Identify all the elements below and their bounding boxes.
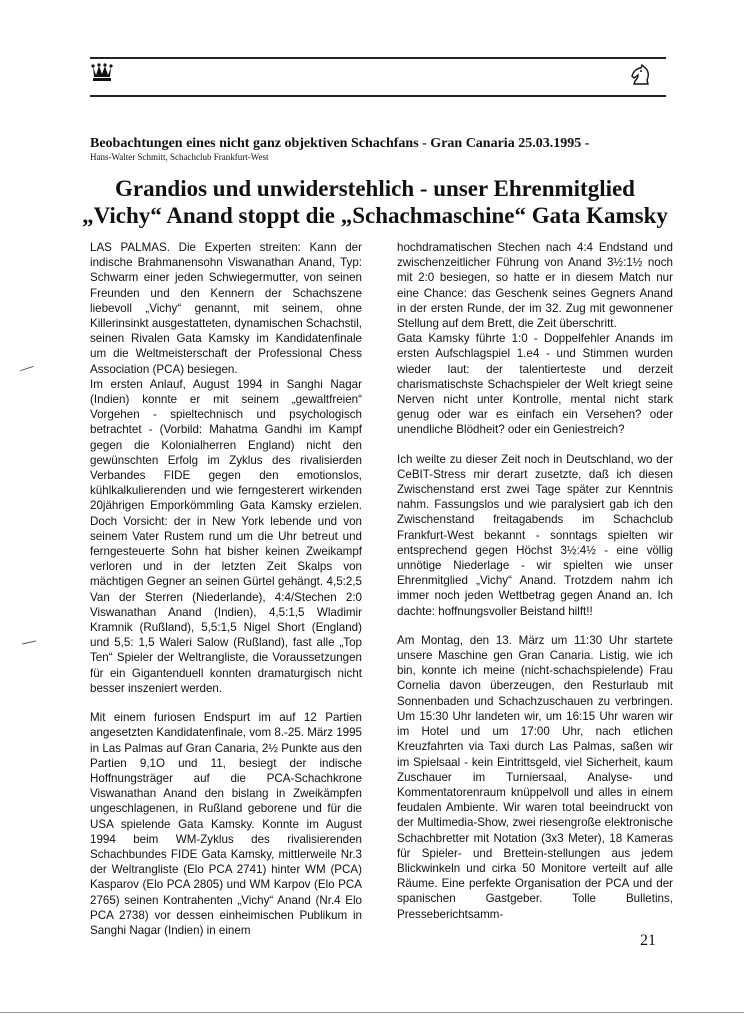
- chess-knight-icon: [628, 63, 654, 92]
- header-rule-top: [90, 57, 666, 59]
- headline-line-1: Grandios und unwiderstehlich - unser Ehrenmitglied: [115, 176, 635, 201]
- article-byline: Hans-Walter Schmitt, Schachclub Frankfurt-West: [90, 152, 269, 162]
- paragraph: Gata Kamsky führte 1:0 - Doppelfehler Anands im ersten Aufschlagspiel 1.e4 - und Stimmen wurden wieder laut: der talentierteste und derzeit charismatischste Schachspieler der Welt kriegt seine Nerven nicht unter Kontrolle, mental nicht stark genug oder war es einfach ein Versehen? oder unendliche Blödheit? oder ein Geniestreich?: [397, 332, 673, 437]
- header-rule-bottom: [90, 95, 666, 97]
- page-number: 21: [640, 932, 656, 949]
- article-column-left: [90, 240, 362, 938]
- chess-queen-icon: [90, 62, 114, 87]
- article-column-right: [397, 240, 673, 922]
- paragraph: Ich weilte zu dieser Zeit noch in Deutschland, wo der CeBIT-Stress mir derart zusetzte, daß ich diesen Zwischenstand erst zwei Tage später zur Kenntnis nahm. Fassungslos und wie paralysiert gab ich den Zwischenstand freitagabends im Schachclub Frankfurt-West bekannt - sonntags spielten wir entsprechend gegen Höchst 3½:4½ - eine völlig unnötige Niederlage - wir spielten wie unser Ehrenmitglied „Vichy“ Anand. Trotzdem nahm ich immer noch jeden Wettbetrag gegen Anand an. Ich dachte: hoffnungsvoller Beistand hilft!!: [397, 452, 673, 618]
- paragraph: hochdramatischen Stechen nach 4:4 Endstand und zwischenzeitlicher Führung von Anand 3½:1½ noch mit 2:0 besiegen, so hatte er in diesem Match nur eine Chance: das Geschenk seines Gegners Anand in der ersten Runde, der im 32. Zug mit gewonnener Stellung auf dem Brett, die Zeit überschritt.: [397, 241, 673, 331]
- article-headline: [80, 175, 670, 229]
- paragraph: Am Montag, den 13. März um 11:30 Uhr startete unsere Maschine gen Gran Canaria. Listig, wie ich bin, konnte ich meine (nicht-schachspielende) Frau Cornelia davon überzeugen, den Resturlaub mit Sonnenbaden und Schachzuschauen zu verbringen. Um 15:30 Uhr landeten wir, um 16:15 Uhr waren wir im Hotel und um 17:00 Uhr, nach etlichen Kreuzfahrten via Taxi durch Las Palmas, saßen wir im Spielsaal - kein Eintrittsgeld, viel Sicherheit, kaum Zuschauer im Turniersaal, Analyse- und Kommentatorenraum knüppelvoll und alles in einem feudalen Ambiente. Wir waren total beeindruckt von der Multimedia-Show, zwei riesengroße elektronische Schachbretter mit Notation (3x3 Meter), 18 Kameras für Spieler- und Brettein-stellungen aus jedem Blickwinkeln und cirka 50 Monitore verteilt auf alle Räume. Eine perfekte Organisation der PCA und der spanischen Gastgeber. Tolle Bulletins, Presseberichtsamm-: [397, 633, 673, 921]
- paragraph: Mit einem furiosen Endspurt im auf 12 Partien angesetzten Kandidatenfinale, vom 8.-25. März 1995 in Las Palmas auf Gran Canaria, 2½ Punkte aus den Partien 9,1O und 11, besiegt der indische Hoffnungsträger auf die PCA-Schachkrone Viswanathan Anand den bislang in Zweikämpfen ungeschlagenen, in Rußland geborene und für die USA spielende Gata Kamsky. Konnte im August 1994 beim WM-Zyklus des rivalisierenden Schachbundes FIDE Gata Kamsky, mittlerweile Nr.3 der Weltrangliste (Elo PCA 2741) hinter WM (PCA) Kasparov (Elo PCA 2805) und WM Karpov (Elo PCA 2765) seinen Kontrahenten „Vichy“ Anand (Nr.4 Elo PCA 2738) vor dessen einheimischen Publikum in Sanghi Nagar (Indien) in einem: [90, 711, 362, 937]
- footer-rule: [0, 1012, 744, 1013]
- headline-line-2: „Vichy“ Anand stoppt die „Schachmaschine“ Gata Kamsky: [82, 203, 668, 228]
- margin-mark: [22, 641, 36, 645]
- article-superhead: Beobachtungen eines nicht ganz objektiven Schachfans - Gran Canaria 25.03.1995 -: [90, 136, 590, 151]
- paragraph: Im ersten Anlauf, August 1994 in Sanghi Nagar (Indien) konnte er mit seinem „gewaltfreien“ Vorgehen - spieltechnisch und psychologisch betrachtet - (Vorbild: Mahatma Gandhi im Kampf gegen die Kolonialherren England) nicht den gewünschten Erfolg im Zyklus des rivalisierden Verbandes FIDE gegen den emotionslos, kühlkalkulierenden und wie ferngesterert wirkenden 20jährigen Emporkömmling Gata Kamsky erzielen. Doch Vorsicht: der in New York lebende und von seinem Vater Rustem rund um die Uhr betreut und ferngesteuerte Sohn hat bisher keinen Zweikampf verloren und in der letzten Zeit Skalps von mächtigen Gegner an seinen Gürtel gehängt. 4,5:2,5 Van der Sterren (Niederlande), 4:4/Stechen 2:0 Viswanathan Anand (Indien), 4,5:1,5 Wladimir Kramnik (Rußland), 5,5:1,5 Nigel Short (England) und 5,5: 1,5 Waleri Salow (Rußland), fast alle „Top Ten“ Spieler der Weltrangliste, die Voraussetzungen für ein Gigantenduell konnten dramaturgisch nicht besser inszeniert werden.: [90, 377, 362, 695]
- margin-mark: [20, 366, 34, 371]
- paragraph: LAS PALMAS. Die Experten streiten: Kann der indische Brahmanensohn Viswanathan Anand, Typ: Schwarm einer jeden Schwiegermutter, von seinen Freunden und den Kennern der Schachszene liebevoll „Vichy“ genannt, mit seinem, ohne Killerinsinkt ausgestatteten, dynamischen Schachstil, seinen Rivalen Gata Kamsky im Kandidatenfinale um die Weltmeisterschaft der Professional Chess Association (PCA) besiegen.: [90, 241, 362, 376]
